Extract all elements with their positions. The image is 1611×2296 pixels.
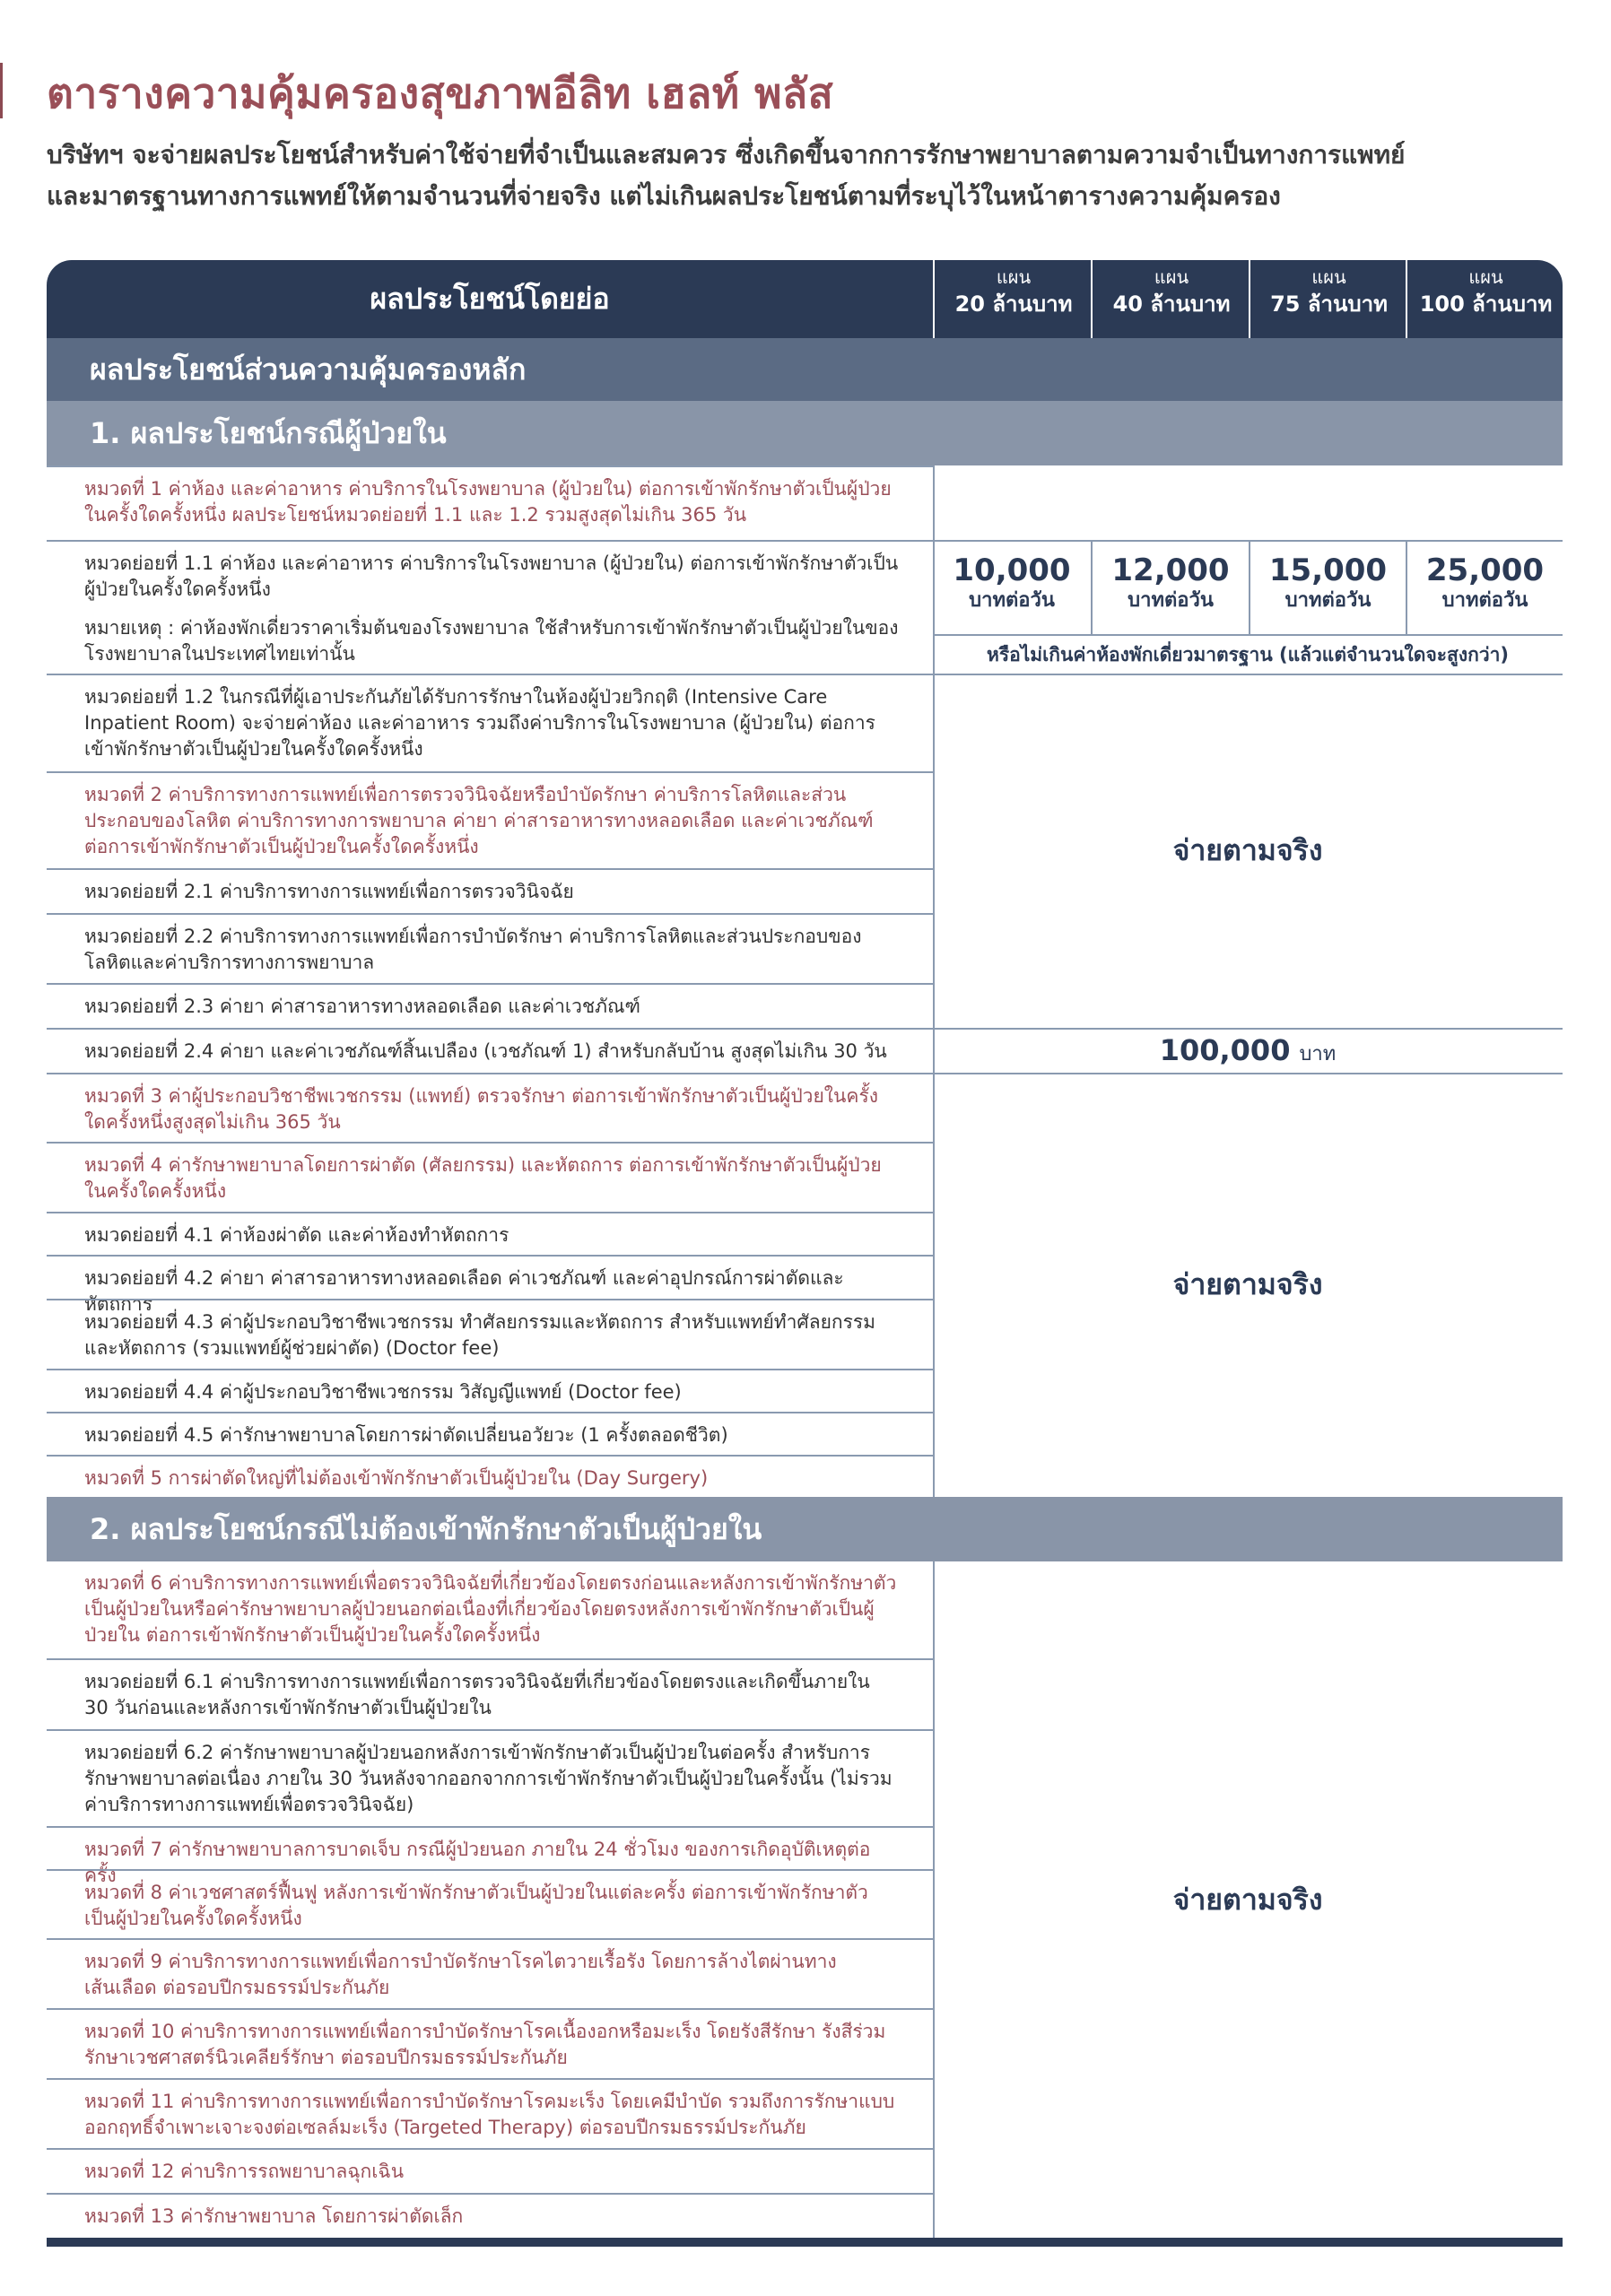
- section-main-coverage: ผลประโยชน์ส่วนความคุ้มครองหลัก: [47, 338, 1563, 401]
- divider: [933, 540, 1563, 542]
- room-rate-plan-20m: [933, 540, 1091, 634]
- plan-amount: 40 ล้านบาท: [1112, 291, 1231, 317]
- intro-text: [47, 135, 1572, 217]
- room-rate-plan-40m: [1091, 540, 1249, 634]
- room-rate-amount: 25,000: [1425, 552, 1545, 588]
- room-rate-note: หรือไม่เกินค่าห้องพักเดี่ยวมาตรฐาน (แล้วแต่จำนวนใดจะสูงกว่า): [986, 643, 1509, 665]
- title-accent-bar: [0, 63, 3, 118]
- take-home-unit: บาท: [1299, 1042, 1337, 1065]
- page-title: ตารางความคุ้มครองสุขภาพอีลิท เฮลท์ พลัส: [47, 69, 834, 117]
- table-row-category-13: หมวดที่ 13 ค่ารักษาพยาบาล โดยการผ่าตัดเล็ก: [47, 2193, 933, 2238]
- table-row-sub-6-1: หมวดย่อยที่ 6.1 ค่าบริการทางการแพทย์เพื่อการตรวจวินิจฉัยที่เกี่ยวข้องโดยตรงและเกิดขึ้นภายใน 30 วันก่อนและหลังการเข้าพักรักษาตัวเป็นผู้ป่วยใน: [47, 1658, 933, 1729]
- table-row-sub-2-4: หมวดย่อยที่ 2.4 ค่ายา และค่าเวชภัณฑ์สิ้นเปลือง (เวชภัณฑ์ 1) สำหรับกลับบ้าน สูงสุดไม่เกิน 30 วัน: [47, 1028, 933, 1073]
- table-row-category-7: หมวดที่ 7 ค่ารักษาพยาบาลการบาดเจ็บ กรณีผู้ป่วยนอก ภายใน 24 ชั่วโมง ของการเกิดอุบัติเหตุต่อครั้ง: [47, 1826, 933, 1869]
- plan-label: แผน: [996, 266, 1032, 288]
- plan-amount: 20 ล้านบาท: [954, 291, 1073, 317]
- room-rate-unit: บาทต่อวัน: [1128, 589, 1214, 612]
- table-row-category-11: หมวดที่ 11 ค่าบริการทางการแพทย์เพื่อการบำบัดรักษาโรคมะเร็ง โดยเคมีบำบัด รวมถึงการรักษาแบบออกฤทธิ์จำเพาะเจาะจงต่อเซลล์มะเร็ง (Targeted Therapy) ต่อรอบปีกรมธรรม์ประกันภัย: [47, 2078, 933, 2148]
- table-row-category-12: หมวดที่ 12 ค่าบริการรถพยาบาลฉุกเฉิน: [47, 2148, 933, 2193]
- header-plan-20m: [933, 260, 1093, 338]
- intro-line-1: บริษัทฯ จะจ่ายผลประโยชน์สำหรับค่าใช้จ่ายที่จำเป็นและสมควร ซึ่งเกิดขึ้นจากการรักษาพยาบาลตามความจำเป็นทางการแพทย์: [47, 140, 1406, 170]
- table-bottom-bar: [47, 2238, 1563, 2247]
- table-row-category-10: หมวดที่ 10 ค่าบริการทางการแพทย์เพื่อการบำบัดรักษาโรคเนื้องอกหรือมะเร็ง โดยรังสีรักษา รังสีร่วมรักษาเวชศาสตร์นิวเคลียร์รักษา ต่อรอบปีกรมธรรม์ประกันภัย: [47, 2008, 933, 2078]
- table-row-sub-4-5: หมวดย่อยที่ 4.5 ค่ารักษาพยาบาลโดยการผ่าตัดเปลี่ยนอวัยวะ (1 ครั้งตลอดชีวิต): [47, 1412, 933, 1455]
- plan-amount: 100 ล้านบาท: [1419, 291, 1553, 317]
- room-rate-amount: 10,000: [953, 552, 1071, 588]
- coverage-table: [47, 260, 1563, 2247]
- table-row-sub-1-1: [47, 540, 933, 674]
- pay-actual-cell: จ่ายตามจริง: [1172, 1882, 1323, 1917]
- table-row-category-3: หมวดที่ 3 ค่าผู้ประกอบวิชาชีพเวชกรรม (แพทย์) ตรวจรักษา ต่อการเข้าพักรักษาตัวเป็นผู้ป่วยในครั้งใดครั้งหนึ่งสูงสุดไม่เกิน 365 วัน: [47, 1073, 933, 1142]
- table-row-sub-4-2: หมวดย่อยที่ 4.2 ค่ายา ค่าสารอาหารทางหลอดเลือด ค่าเวชภัณฑ์ และค่าอุปกรณ์การผ่าตัดและหัตถการ: [47, 1255, 933, 1299]
- table-row-sub-4-1: หมวดย่อยที่ 4.1 ค่าห้องผ่าตัด และค่าห้องทำหัตถการ: [47, 1212, 933, 1255]
- table-row-sub-2-2: หมวดย่อยที่ 2.2 ค่าบริการทางการแพทย์เพื่อการบำบัดรักษา ค่าบริการโลหิตและส่วนประกอบของโลหิตและค่าบริการทางการพยาบาล: [47, 913, 933, 983]
- pay-actual-cell: จ่ายตามจริง: [1172, 1267, 1323, 1301]
- table-row-sub-4-4: หมวดย่อยที่ 4.4 ค่าผู้ประกอบวิชาชีพเวชกรรม วิสัญญีแพทย์ (Doctor fee): [47, 1369, 933, 1412]
- header-plan-75m: [1249, 260, 1407, 338]
- table-row-category-4: หมวดที่ 4 ค่ารักษาพยาบาลโดยการผ่าตัด (ศัลยกรรม) และหัตถการ ต่อการเข้าพักรักษาตัวเป็นผู้ป่วยในครั้งใดครั้งหนึ่ง: [47, 1142, 933, 1212]
- take-home-limit-cell: [933, 1028, 1563, 1073]
- section-outpatient: 2. ผลประโยชน์กรณีไม่ต้องเข้าพักรักษาตัวเป็นผู้ป่วยใน: [47, 1497, 1563, 1561]
- header-benefit-summary: ผลประโยชน์โดยย่อ: [370, 282, 610, 316]
- plan-amount: 75 ล้านบาท: [1270, 291, 1388, 317]
- take-home-amount: 100,000: [1159, 1033, 1291, 1067]
- table-row-sub-4-3: หมวดย่อยที่ 4.3 ค่าผู้ประกอบวิชาชีพเวชกรรม ทำศัลยกรรมและหัตถการ สำหรับแพทย์ทำศัลยกรรมและหัตถการ (รวมแพทย์ผู้ช่วยผ่าตัด) (Doctor fee): [47, 1299, 933, 1369]
- intro-line-2: และมาตรฐานทางการแพทย์ให้ตามจำนวนที่จ่ายจริง แต่ไม่เกินผลประโยชน์ตามที่ระบุไว้ในหน้าตารางความคุ้มครอง: [47, 181, 1281, 211]
- pay-actual-cell: จ่ายตามจริง: [1172, 833, 1323, 867]
- table-row-category-1: หมวดที่ 1 ค่าห้อง และค่าอาหาร ค่าบริการในโรงพยาบาล (ผู้ป่วยใน) ต่อการเข้าพักรักษาตัวเป็นผู้ป่วยในครั้งใดครั้งหนึ่ง ผลประโยชน์หมวดย่อยที่ 1.1 และ 1.2 รวมสูงสุดไม่เกิน 365 วัน: [47, 465, 933, 540]
- table-row-sub-6-2: หมวดย่อยที่ 6.2 ค่ารักษาพยาบาลผู้ป่วยนอกหลังการเข้าพักรักษาตัวเป็นผู้ป่วยในต่อครั้ง สำหรับการรักษาพยาบาลต่อเนื่อง ภายใน 30 วันหลังจากออกจากการเข้าพักรักษาตัวเป็นผู้ป่วยในครั้งนั้น (ไม่รวมค่าบริการทางการแพทย์เพื่อตรวจวินิจฉัย): [47, 1729, 933, 1826]
- plan-label: แผน: [1311, 266, 1346, 288]
- table-row-sub-1-2: หมวดย่อยที่ 1.2 ในกรณีที่ผู้เอาประกันภัยได้รับการรักษาในห้องผู้ป่วยวิกฤติ (Intensive Care Inpatient Room) จะจ่ายค่าห้อง และค่าอาหาร รวมถึงค่าบริการในโรงพยาบาล (ผู้ป่วยใน) ต่อการเข้าพักรักษาตัวเป็นผู้ป่วยในครั้งใดครั้งหนึ่ง: [47, 674, 933, 771]
- room-rate-unit: บาทต่อวัน: [1284, 589, 1372, 612]
- room-rate-amount: 15,000: [1268, 552, 1388, 588]
- row-note: หมายเหตุ : ค่าห้องพักเดี่ยวราคาเริ่มต้นของโรงพยาบาล ใช้สำหรับการเข้าพักรักษาตัวเป็นผู้ป่วยในของโรงพยาบาลในประเทศไทยเท่านั้น: [84, 617, 899, 665]
- table-row-category-8: หมวดที่ 8 ค่าเวชศาสตร์ฟื้นฟู หลังการเข้าพักรักษาตัวเป็นผู้ป่วยในแต่ละครั้ง ต่อการเข้าพักรักษาตัวเป็นผู้ป่วยในครั้งใดครั้งหนึ่ง: [47, 1869, 933, 1938]
- plan-label: แผน: [1468, 266, 1503, 288]
- room-rate-unit: บาทต่อวัน: [969, 589, 1055, 612]
- table-row-category-2: หมวดที่ 2 ค่าบริการทางการแพทย์เพื่อการตรวจวินิจฉัยหรือบำบัดรักษา ค่าบริการโลหิตและส่วนประกอบของโลหิต ค่าบริการทางการพยาบาล ค่ายา ค่าสารอาหารทางหลอดเลือด และค่าเวชภัณฑ์ ต่อการเข้าพักรักษาตัวเป็นผู้ป่วยในครั้งใดครั้งหนึ่ง: [47, 771, 933, 868]
- table-row-category-6: หมวดที่ 6 ค่าบริการทางการแพทย์เพื่อตรวจวินิจฉัยที่เกี่ยวข้องโดยตรงก่อนและหลังการเข้าพักรักษาตัวเป็นผู้ป่วยในหรือค่ารักษาพยาบาลผู้ป่วยนอกต่อเนื่องที่เกี่ยวข้องโดยตรงหลังการเข้าพักรักษาตัวเป็นผู้ป่วยใน ต่อการเข้าพักรักษาตัวเป็นผู้ป่วยในครั้งใดครั้งหนึ่ง: [84, 1572, 897, 1646]
- header-plan-100m: [1406, 260, 1564, 338]
- header-plan-40m: [1091, 260, 1250, 338]
- table-row-category-9: หมวดที่ 9 ค่าบริการทางการแพทย์เพื่อการบำบัดรักษาโรคไตวายเรื้อรัง โดยการล้างไตผ่านทางเส้นเลือด ต่อรอบปีกรมธรรม์ประกันภัย: [47, 1938, 933, 2008]
- table-row-sub-2-3: หมวดย่อยที่ 2.3 ค่ายา ค่าสารอาหารทางหลอดเลือด และค่าเวชภัณฑ์: [47, 983, 933, 1028]
- table-row-sub-2-1: หมวดย่อยที่ 2.1 ค่าบริการทางการแพทย์เพื่อการตรวจวินิจฉัย: [47, 868, 933, 913]
- row-text: หมวดย่อยที่ 1.1 ค่าห้อง และค่าอาหาร ค่าบริการในโรงพยาบาล (ผู้ป่วยใน) ต่อการเข้าพักรักษาตัวเป็นผู้ป่วยในครั้งใดครั้งหนึ่ง: [84, 552, 899, 600]
- room-rate-plan-100m: [1406, 540, 1563, 634]
- room-rate-unit: บาทต่อวัน: [1441, 589, 1528, 612]
- plan-label: แผน: [1154, 266, 1189, 288]
- room-rate-plan-75m: [1249, 540, 1406, 634]
- table-header: [47, 260, 1563, 338]
- room-rate-amount: 12,000: [1111, 552, 1230, 588]
- table-row-category-5: หมวดที่ 5 การผ่าตัดใหญ่ที่ไม่ต้องเข้าพักรักษาตัวเป็นผู้ป่วยใน (Day Surgery): [47, 1455, 933, 1497]
- section-inpatient: 1. ผลประโยชน์กรณีผู้ป่วยใน: [47, 401, 1563, 465]
